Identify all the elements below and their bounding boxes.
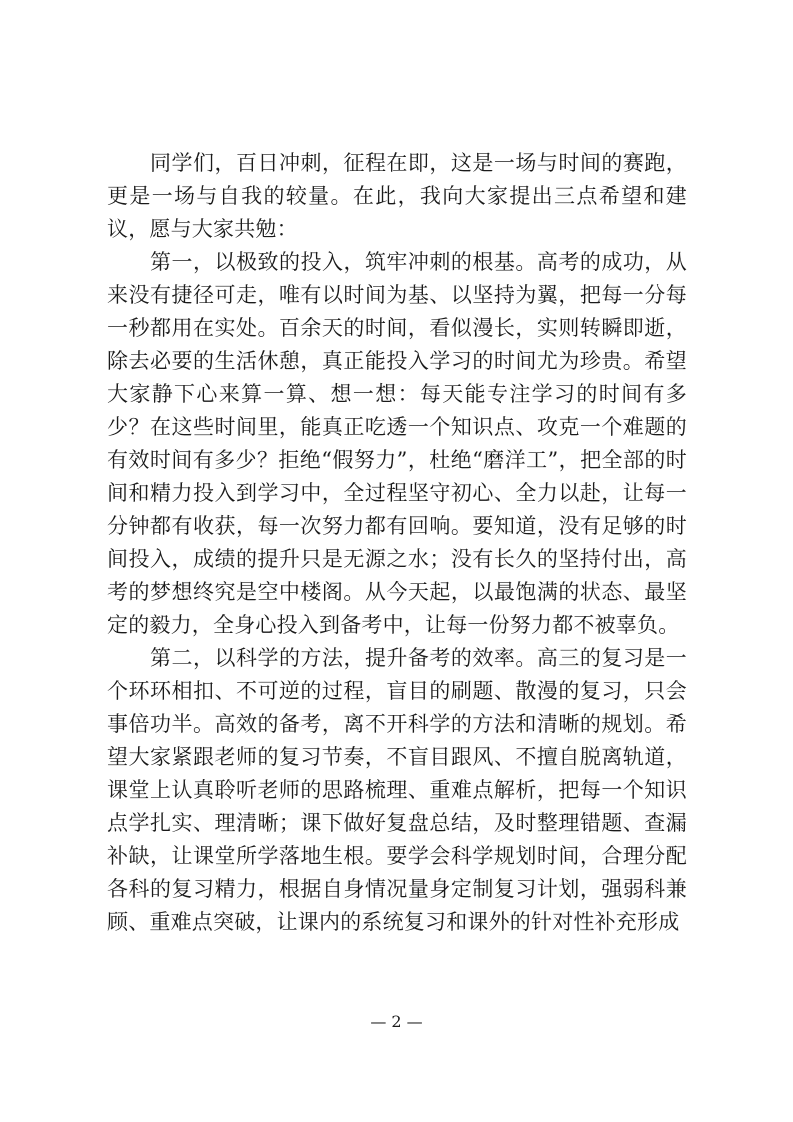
body-text xyxy=(107,147,687,939)
paragraph-point-two: 第二，以科学的方法，提升备考的效率。高三的复习是一个环环相扣、不可逆的过程，盲目的刷题、散漫的复习，只会事倍功半。高效的备考，离不开科学的方法和清晰的规划。希望大家紧跟老师的复习节奏，不盲目跟风、不擅自脱离轨道，课堂上认真聆听老师的思路梳理、重难点解析，把每一个知识点学扎实、理清晰；课下做好复盘总结，及时整理错题、查漏补缺，让课堂所学落地生根。要学会科学规划时间，合理分配各科的复习精力，根据自身情况量身定制复习计划，强弱科兼顾、重难点突破，让课内的系统复习和课外的针对性补充形成 xyxy=(107,646,687,934)
paragraph-intro: 同学们，百日冲刺，征程在即，这是一场与时间的赛跑，更是一场与自我的较量。在此，我向大家提出三点希望和建议，愿与大家共勉： xyxy=(107,151,687,241)
page-number: — 2 — xyxy=(370,1012,423,1031)
paragraph-point-one: 第一，以极致的投入，筑牢冲刺的根基。高考的成功，从来没有捷径可走，唯有以时间为基、以坚持为翼，把每一分每一秒都用在实处。百余天的时间，看似漫长，实则转瞬即逝，除去必要的生活休憩，真正能投入学习的时间尤为珍贵。希望大家静下心来算一算、想一想：每天能专注学习的时间有多少？在这些时间里，能真正吃透一个知识点、攻克一个难题的有效时间有多少？拒绝“假努力”，杜绝“磨洋工”，把全部的时间和精力投入到学习中，全过程坚守初心、全力以赴，让每一分钟都有收获，每一次努力都有回响。要知道，没有足够的时间投入，成绩的提升只是无源之水；没有长久的坚持付出，高考的梦想终究是空中楼阁。从今天起，以最饱满的状态、最坚定的毅力，全身心投入到备考中，让每一份努力都不被辜负。 xyxy=(107,250,687,637)
